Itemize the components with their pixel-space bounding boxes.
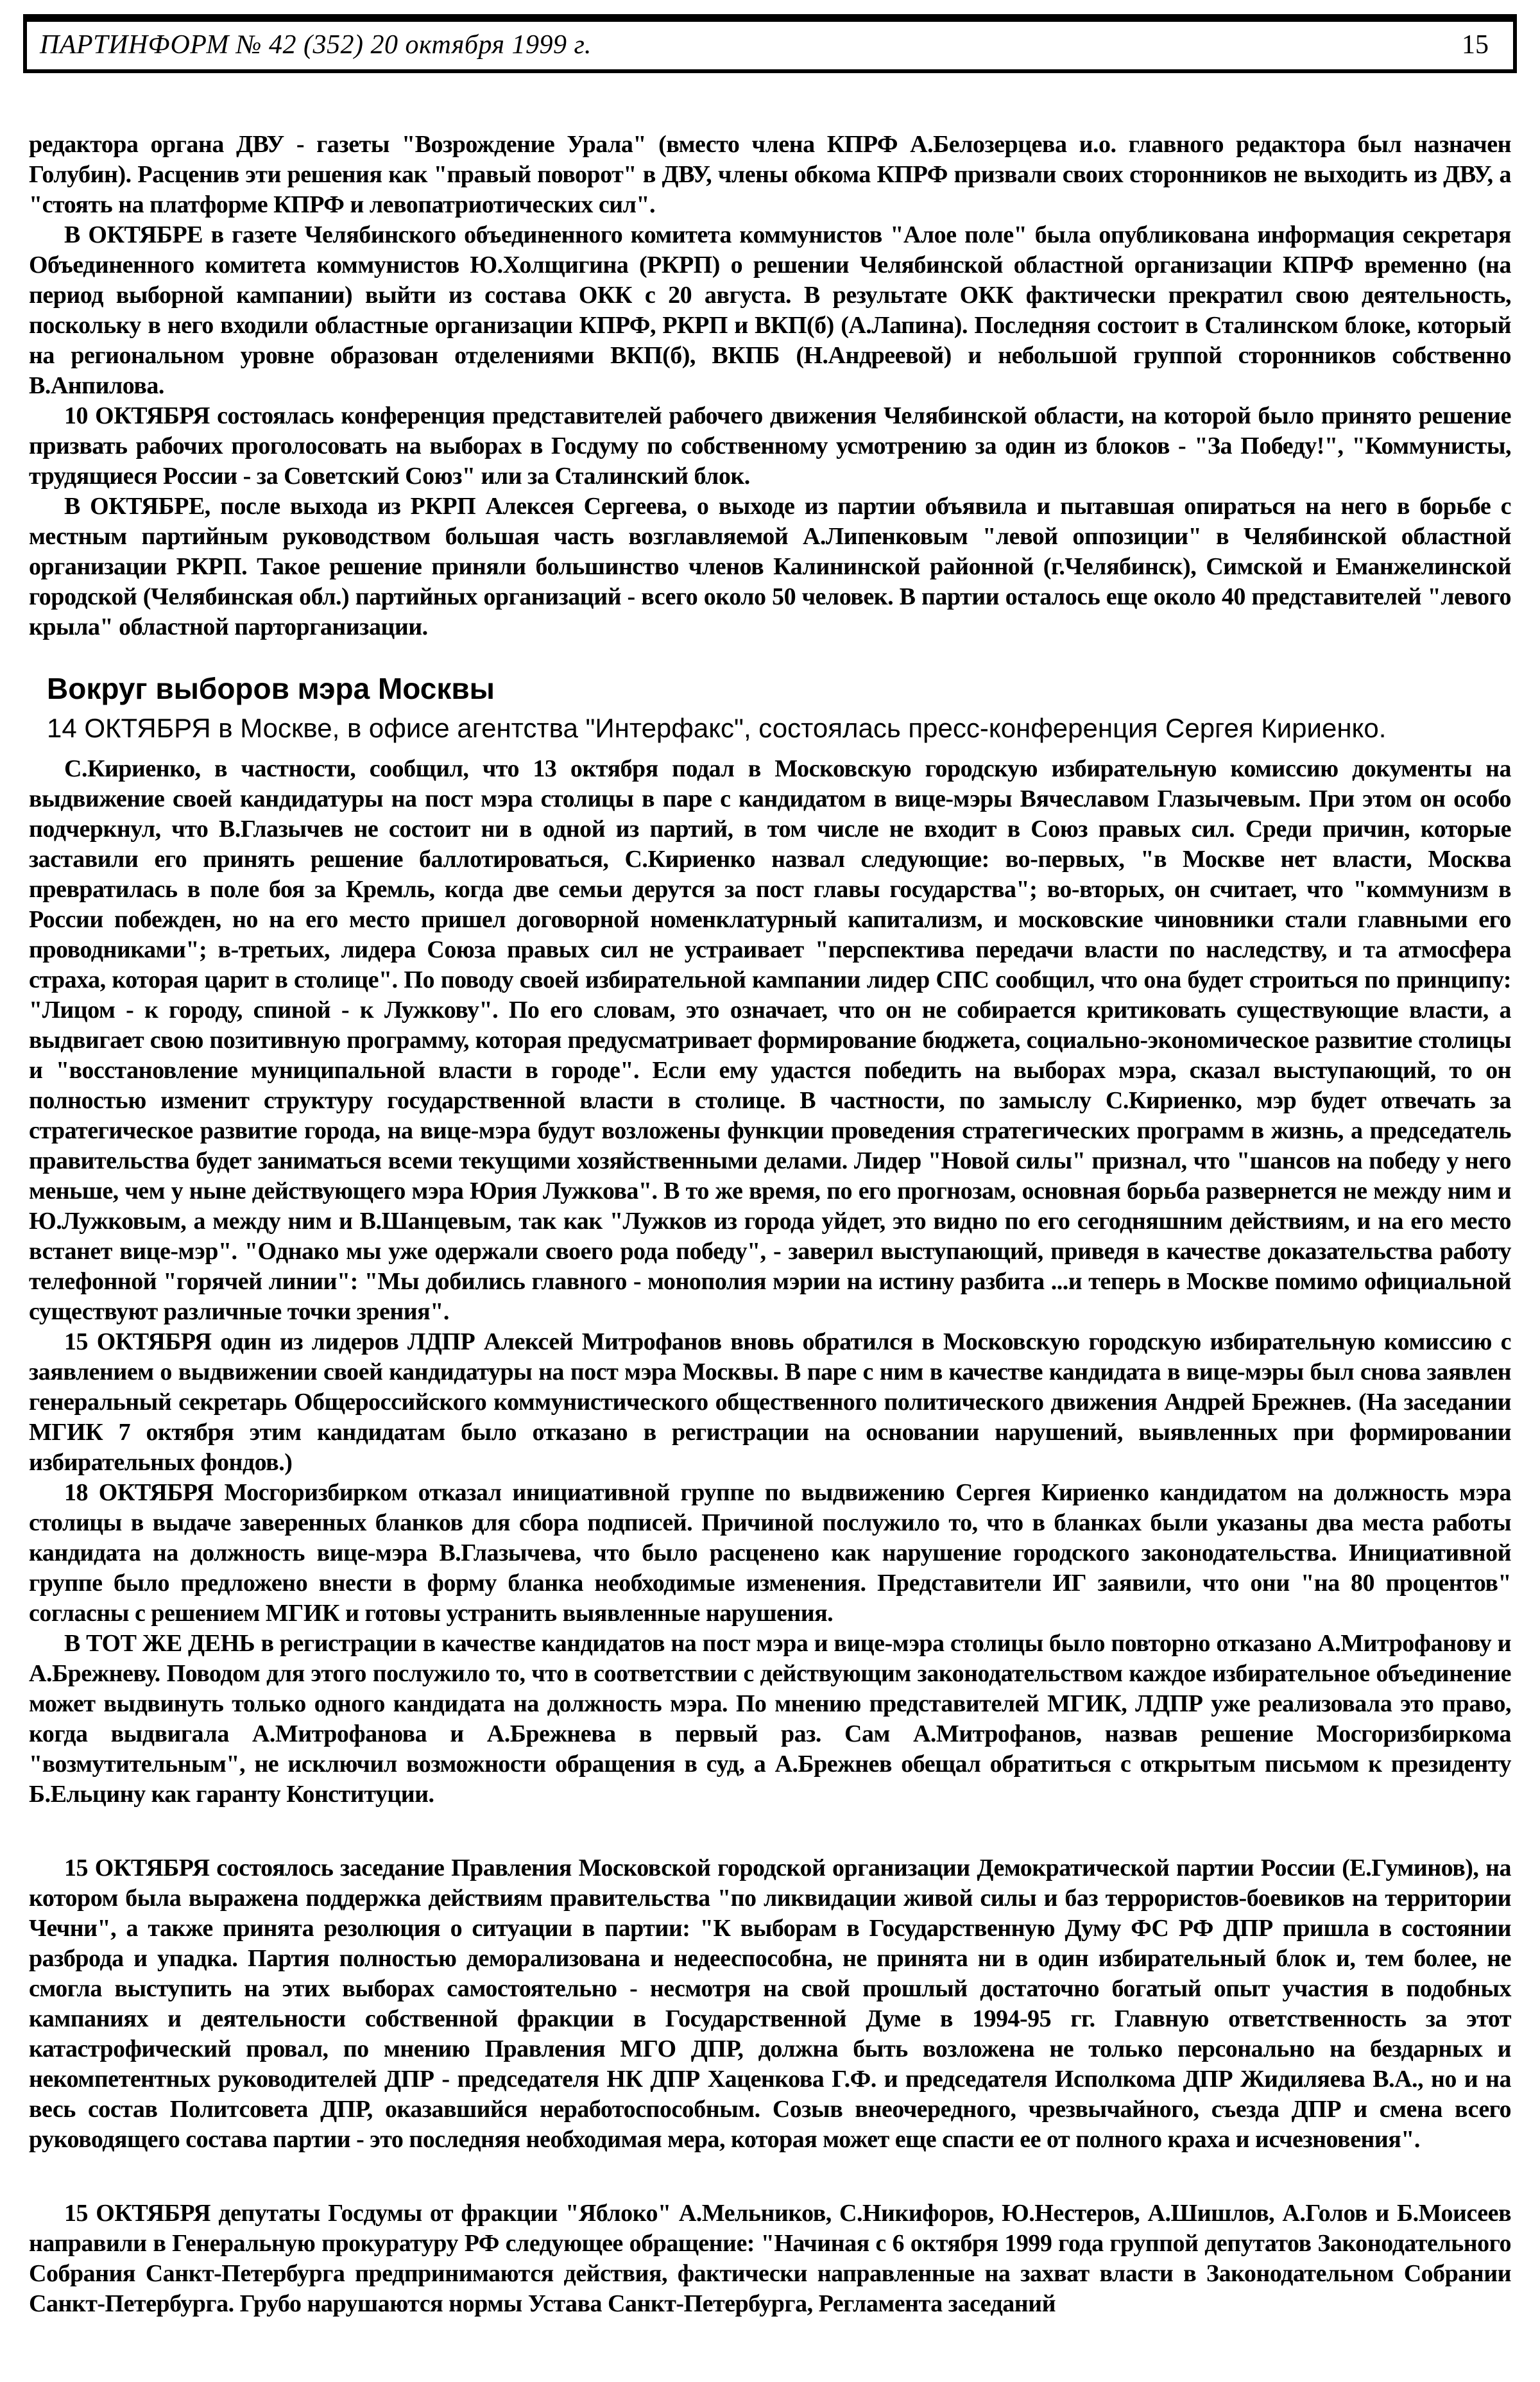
paragraph: 18 ОКТЯБРЯ Мосгоризбирком отказал инициативной группе по выдвижению Сергея Кириенко кандидатом на должность мэра столицы в выдаче заверенных бланков для сбора подписей. Причиной послужило то, что в бланках были указаны два места работы кандидата на должность вице-мэра В.Глазычева, что было расценено как нарушение городского законодательства. Инициативной группе было предложено внести в форму бланка необходимые изменения. Представители ИГ заявили, что они "на 80 процентов" согласны с решением МГИК и готовы устранить выявленные нарушения. [29,1479,1511,1627]
paragraph: 15 ОКТЯБРЯ один из лидеров ЛДПР Алексей Митрофанов вновь обратился в Московскую городскую избирательную комиссию с заявлением о выдвижении своей кандидатуры на пост мэра Москвы. В паре с ним в качестве кандидата в вице-мэры был снова заявлен генеральный секретарь Общероссийского коммунистического общественного политического движения Андрей Брежнев. (На заседании МГИК 7 октября этим кандидатам было отказано в регистрации на основании нарушений, выявленных при формировании избирательных фондов.) [29,1328,1511,1476]
paragraph: В ОКТЯБРЕ в газете Челябинского объединенного комитета коммунистов "Алое поле" была опубликована информация секретаря Объединенного комитета коммунистов Ю.Холщигина (РКРП) о решении Челябинской областной организации КПРФ временно (на период выборной кампании) выйти из состава ОКК с 20 августа. В результате ОКК фактически прекратил свою деятельность, поскольку в него входили областные организации КПРФ, РКРП и ВКП(б) (А.Лапина). Последняя состоит в Сталинском блоке, который на региональном уровне образован отделениями ВКП(б), ВКПБ (Н.Андреевой) и небольшой группой сторонников собственно В.Анпилова. [29,221,1511,399]
paragraph: С.Кириенко, в частности, сообщил, что 13 октября подал в Московскую городскую избирательную комиссию документы на выдвижение своей кандидатуры на пост мэра столицы в паре с кандидатом в вице-мэры Вячеславом Глазычевым. При этом он особо подчеркнул, что В.Глазычев не состоит ни в одной из партий, в том числе не входит в Союз правых сил. Среди причин, которые заставили его принять решение баллотироваться, С.Кириенко назвал следующие: во-первых, "в Москве нет власти, Москва превратилась в поле боя за Кремль, когда две семьи дерутся за пост главы государства"; во-вторых, он считает, что "коммунизм в России побежден, но на его место пришел договорной номенклатурный капитализм, и московские чиновники стали главными его проводниками"; в-третьих, лидера Союза правых сил не устраивает "перспектива передачи власти по наследству, и та атмосфера страха, которая царит в столице". По поводу своей избирательной кампании лидер СПС сообщил, что она будет строиться по принципу: "Лицом - к городу, спиной - к Лужкову". По его словам, это означает, что он не собирается критиковать существующие власти, а выдвигает свою позитивную программу, которая предусматривает формирование бюджета, социально-экономическое развитие столицы и "восстановление муниципальной власти в городе". Если ему удастся победить на выборах мэра, сказал выступающий, то он полностью изменит структуру государственной власти в столице. В частности, по замыслу С.Кириенко, мэр будет отвечать за стратегическое развитие города, на вице-мэра будут возложены функции проведения стратегических программ в жизнь, а председатель правительства будет заниматься всеми текущими хозяйственными делами. Лидер "Новой силы" признал, что "шансов на победу у него меньше, чем у ныне действующего мэра Юрия Лужкова". В то же время, по его прогнозам, основная борьба развернется не между ним и Ю.Лужковым, а между ним и В.Шанцевым, так как "Лужков из города уйдет, это видно по его сегодняшним действиям, и на его место встанет вице-мэр". "Однако мы уже одержали своего рода победу", - заверил выступающий, приведя в качестве доказательства работу телефонной "горячей линии": "Мы добились главного - монополия мэрии на истину разбита ...и теперь в Москве помимо официальной существуют различные точки зрения". [29,755,1511,1325]
section-lead: 14 ОКТЯБРЯ в Москве, в офисе агентства "Интерфакс", состоялась пресс-конференция Сергея Кириенко. [47,713,1387,743]
paragraph: 10 ОКТЯБРЯ состоялась конференция представителей рабочего движения Челябинской области, на которой было принято решение призвать рабочих проголосовать на выборах в Госдуму по собственному усмотрению за один из блоков - "За Победу!", "Коммунисты, трудящиеся России - за Советский Союз" или за Сталинский блок. [29,402,1511,490]
paragraph: 15 ОКТЯБРЯ состоялось заседание Правления Московской городской организации Демократической партии России (Е.Гуминов), на котором была выражена поддержка действиям правительства "по ликвидации живой силы и баз террористов-боевиков на территории Чечни", а также принята резолюция о ситуации в партии: "К выборам в Государственную Думу ФС РФ ДПР пришла в состоянии разброда и упадка. Партия полностью деморализована и недееспособна, не принята ни в один избирательный блок и, тем более, не смогла выступить на этих выборах самостоятельно - несмотря на свой прошлый достаточно богатый опыт участия в подобных кампаниях и деятельности собственной фракции в Государственной Думе в 1994-95 гг. Главную ответственность за этот катастрофический провал, по мнению Правления МГО ДПР, должна быть возложена не только персонально на бездарных и некомпетентных руководителей ДПР - председателя НК ДПР Хаценкова Г.Ф. и председателя Исполкома ДПР Жидиляева В.А., но и на весь состав Политсовета ДПР, оказавшийся неработоспособным. Созыв внеочередного, чрезвычайного, съезда ДПР и смена всего руководящего состава партии - это последняя необходимая мера, которая может еще спасти ее от полного краха и исчезновения". [29,1855,1511,2153]
page-number: 15 [1462,30,1489,60]
paragraph: В ТОТ ЖЕ ДЕНЬ в регистрации в качестве кандидатов на пост мэра и вице-мэра столицы было повторно отказано А.Митрофанову и А.Брежневу. Поводом для этого послужило то, что в соответствии с действующим законодательством каждое избирательное объединение может выдвинуть только одного кандидата на должность мэра. По мнению представителей МГИК, ЛДПР уже реализовала это право, когда выдвигала А.Митрофанова и А.Брежнева в первый раз. Сам А.Митрофанов, назвав решение Мосгоризбиркома "возмутительным", не исключил возможности обращения в суд, а А.Брежнев обещал обратиться с открытым письмом к президенту Б.Ельцину как гаранту Конституции. [29,1630,1511,1808]
paragraph: 15 ОКТЯБРЯ депутаты Госдумы от фракции "Яблоко" А.Мельников, С.Никифоров, Ю.Нестеров, А.Шишлов, А.Голов и Б.Моисеев направили в Генеральную прокуратуру РФ следующее обращение: "Начиная с 6 октября 1999 года группой депутатов Законодательного Собрания Санкт-Петербурга предпринимаются действия, фактически направленные на захват власти в Законодательном Собрании Санкт-Петербурга. Грубо нарушаются нормы Устава Санкт-Петербурга, Регламента заседаний [29,2200,1511,2317]
section-heading: Вокруг выборов мэра Москвы [47,672,495,705]
paragraph: редактора органа ДВУ - газеты "Возрождение Урала" (вместо члена КПРФ А.Белозерцева и.о. главного редактора был назначен Голубин). Расценив эти решения как "правый поворот" в ДВУ, члены обкома КПРФ призвали своих сторонников не выходить из ДВУ, а "стоять на платформе КПРФ и левопатриотических сил". [29,131,1511,218]
newsletter-title: ПАРТИНФОРМ № 42 (352) 20 октября 1999 г. [40,30,592,60]
article-body [0,73,1540,2319]
paragraph: В ОКТЯБРЕ, после выхода из РКРП Алексея Сергеева, о выходе из партии объявила и пытавшая опираться на него в борьбе с местным партийным руководством большая часть возглавляемой А.Липенковым "левой оппозиции" в Челябинской областной организации РКРП. Такое решение приняли большинство членов Калининской районной (г.Челябинск), Симской и Еманжелинской городской (Челябинская обл.) партийных организаций - всего около 50 человек. В партии осталось еще около 40 представителей "левого крыла" областной парторганизации. [29,493,1511,640]
page-header [23,14,1517,73]
